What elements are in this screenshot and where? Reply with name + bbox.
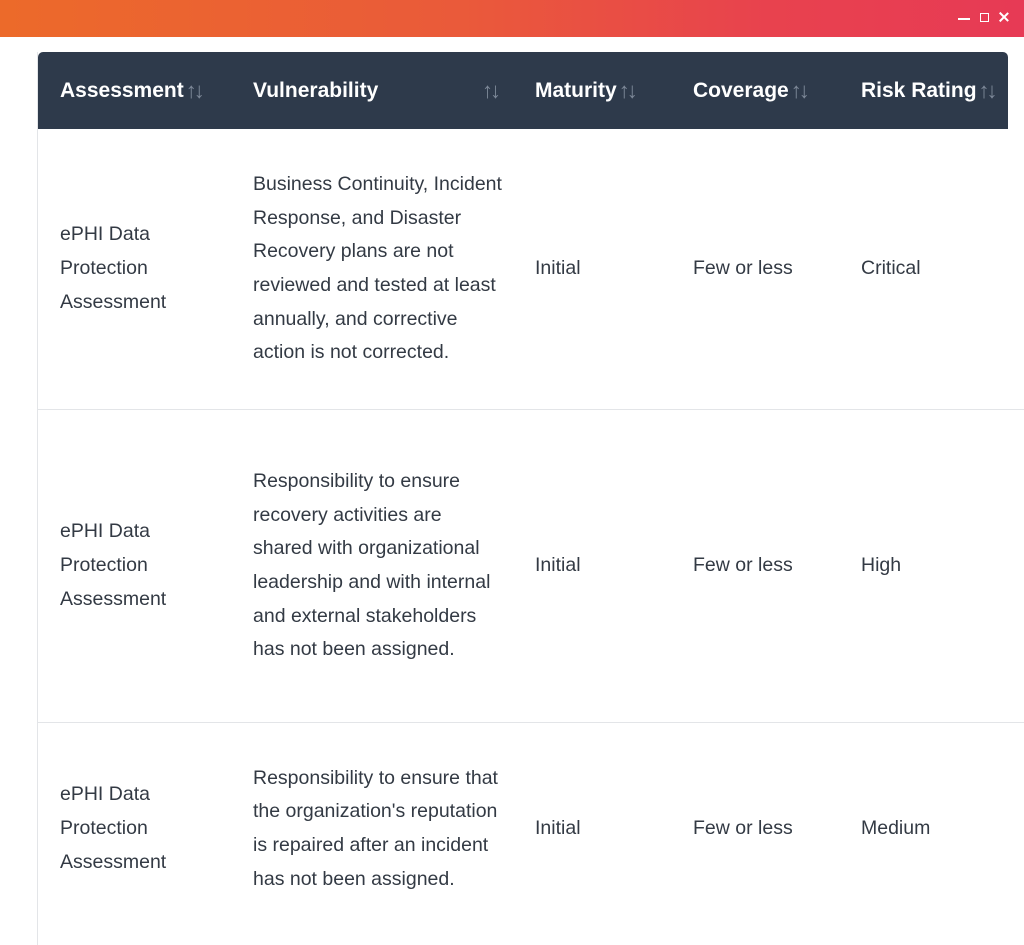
cell-text: Responsibility to ensure recovery activities are shared with organizational leadership and with internal and external stakeholders has not been assigned. xyxy=(253,469,491,661)
cell-assessment xyxy=(60,723,210,935)
table-row[interactable] xyxy=(38,410,1024,723)
cell-risk-rating xyxy=(861,129,921,409)
column-header-maturity[interactable] xyxy=(535,52,635,129)
cell-assessment xyxy=(60,410,210,722)
cell-text: ePHI Data Protection Assessment xyxy=(60,223,167,313)
cell-text: ePHI Data Protection Assessment xyxy=(60,783,167,873)
close-icon xyxy=(999,12,1009,22)
cell-vulnerability xyxy=(253,129,503,409)
cell-coverage xyxy=(693,410,793,722)
cell-text: Few or less xyxy=(693,257,793,280)
column-header-risk-rating[interactable] xyxy=(861,52,995,129)
column-header-label: Assessment xyxy=(60,78,184,102)
close-button[interactable] xyxy=(998,10,1010,24)
minimize-button[interactable] xyxy=(958,10,970,24)
cell-maturity xyxy=(535,410,581,722)
column-header-assessment[interactable] xyxy=(60,52,202,129)
cell-risk-rating xyxy=(861,410,901,722)
sort-arrows-icon[interactable]: ↑↓ xyxy=(482,77,498,103)
cell-text: Few or less xyxy=(693,817,793,840)
cell-text: Few or less xyxy=(693,554,793,577)
maximize-icon xyxy=(980,13,989,22)
cell-text: Medium xyxy=(861,817,931,840)
column-header-label: Vulnerability xyxy=(253,78,379,102)
cell-text: Critical xyxy=(861,257,921,280)
maximize-button[interactable] xyxy=(978,10,990,24)
page-margin xyxy=(0,37,37,945)
window-titlebar xyxy=(0,0,1024,37)
table-header xyxy=(38,52,1008,129)
sort-arrows-icon[interactable]: ↑↓ xyxy=(978,77,995,103)
column-header-label: Maturity xyxy=(535,78,617,102)
cell-text: Business Continuity, Incident Response, and Disaster Recovery plans are not reviewed and tested at least annually, and corrective action is not corrected. xyxy=(253,172,502,364)
cell-text: High xyxy=(861,554,902,577)
cell-text: Responsibility to ensure that the organization's reputation is repaired after an incident has not been assigned. xyxy=(253,766,498,890)
cell-text: Initial xyxy=(535,257,581,280)
cell-assessment xyxy=(60,129,210,409)
table-row[interactable] xyxy=(38,723,1024,945)
column-header-label: Coverage xyxy=(693,78,789,102)
cell-text: ePHI Data Protection Assessment xyxy=(60,520,167,610)
cell-vulnerability xyxy=(253,723,503,935)
cell-coverage xyxy=(693,129,793,409)
cell-text: Initial xyxy=(535,554,581,577)
sort-arrows-icon[interactable]: ↑↓ xyxy=(790,77,807,103)
minimize-icon xyxy=(958,18,970,20)
cell-text: Initial xyxy=(535,817,581,840)
cell-maturity xyxy=(535,129,581,409)
cell-vulnerability xyxy=(253,410,493,722)
cell-coverage xyxy=(693,723,793,935)
sort-arrows-icon[interactable]: ↑↓ xyxy=(618,77,635,103)
column-header-label: Risk Rating xyxy=(861,78,977,102)
window-controls xyxy=(958,10,1010,24)
table-row[interactable] xyxy=(38,129,1024,410)
sort-arrows-icon[interactable]: ↑↓ xyxy=(185,77,202,103)
cell-maturity xyxy=(535,723,581,935)
cell-risk-rating xyxy=(861,723,930,935)
column-header-vulnerability[interactable] xyxy=(253,52,498,129)
vulnerability-table xyxy=(37,52,1024,945)
column-header-coverage[interactable] xyxy=(693,52,807,129)
